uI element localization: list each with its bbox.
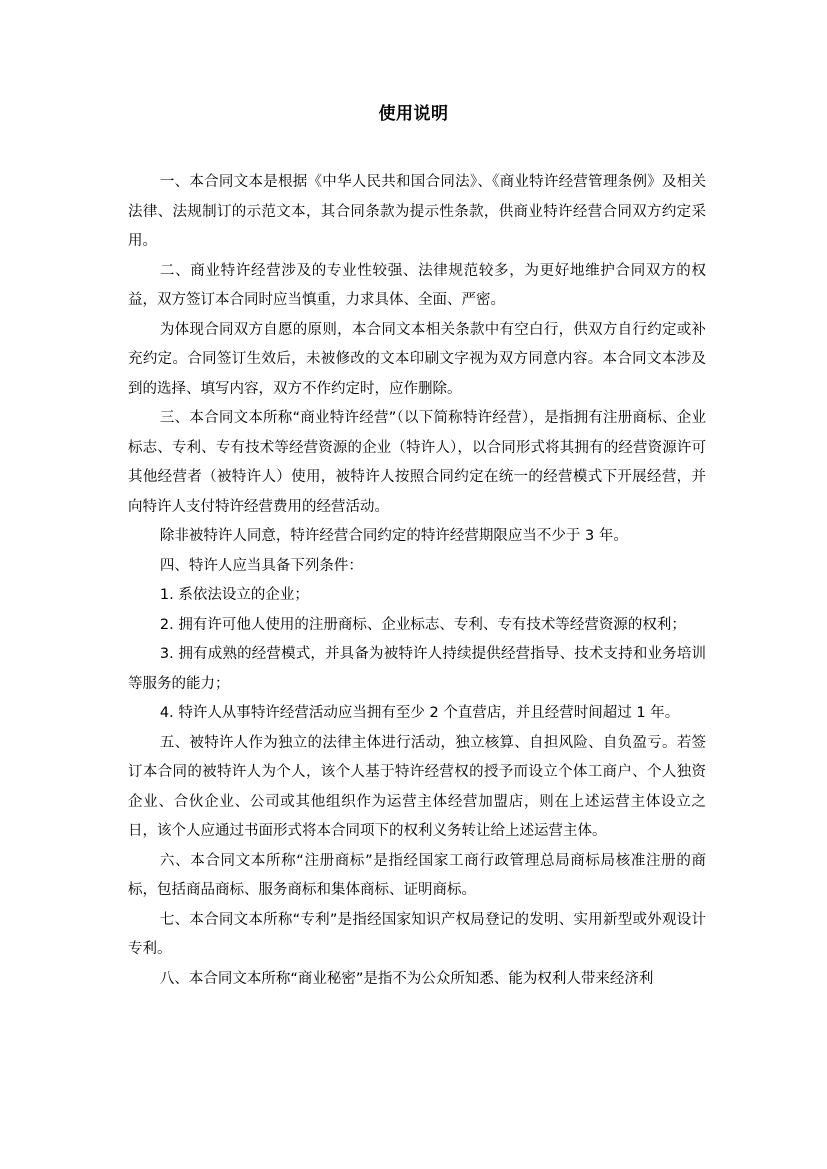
paragraph-2: 二、商业特许经营涉及的专业性较强、法律规范较多，为更好地维护合同双方的权益，双方签订本合同时应当慎重，力求具体、全面、严密。	[128, 262, 706, 308]
paragraph-5: 除非被特许人同意，特许经营合同约定的特许经营期限应当不少于 3 年。	[159, 528, 628, 544]
paragraph-4: 三、本合同文本所称“商业特许经营”（以下简称特许经营），是指拥有注册商标、企业标志、专利、专有技术等经营资源的企业（特许人），以合同形式将其拥有的经营资源许可其他经营者（被特许人）使用，被特许人按照合同约定在统一的经营模式下开展经营，并向特许人支付特许经营费用的经营活动。	[128, 410, 706, 515]
list-item-4: 4. 特许人从事特许经营活动应当拥有至少 2 个直营店，并且经营时间超过 1 年。	[159, 705, 680, 721]
list-item-3: 3. 拥有成熟的经营模式，并具备为被特许人持续提供经营指导、技术支持和业务培训等服务的能力；	[128, 646, 706, 692]
paragraph-8: 六、本合同文本所称“注册商标”是指经国家工商行政管理总局商标局核准注册的商标，包括商品商标、服务商标和集体商标、证明商标。	[128, 852, 706, 898]
paragraph-10: 八、本合同文本所称“商业秘密”是指不为公众所知悉、能为权利人带来经济利	[159, 970, 654, 987]
paragraph-9: 七、本合同文本所称“专利”是指经国家知识产权局登记的发明、实用新型或外观设计专利。	[128, 911, 706, 957]
page-title: 使用说明	[378, 104, 449, 124]
list-item-2: 2. 拥有许可他人使用的注册商标、企业标志、专利、专有技术等经营资源的权利；	[159, 616, 686, 633]
paragraph-6: 四、特许人应当具备下列条件：	[159, 557, 363, 574]
paragraph-7: 五、被特许人作为独立的法律主体进行活动，独立核算、自担风险、自负盈亏。若签订本合同的被特许人为个人，该个人基于特许经营权的授予而设立个体工商户、个人独资企业、合伙企业、公司或其他组织作为运营主体经营加盟店，则在上述运营主体设立之日，该个人应通过书面形式将本合同项下的权利义务转让给上述运营主体。	[128, 734, 706, 839]
paragraph-3: 为体现合同双方自愿的原则，本合同文本相关条款中有空白行，供双方自行约定或补充约定。合同签订生效后，未被修改的文本印刷文字视为双方同意内容。本合同文本涉及到的选择、填写内容，双方不作约定时，应作删除。	[128, 321, 706, 397]
paragraph-1: 一、本合同文本是根据《中华人民共和国合同法》、《商业特许经营管理条例》及相关法律、法规制订的示范文本，其合同条款为提示性条款，供商业特许经营合同双方约定采用。	[128, 174, 706, 249]
list-item-1: 1. 系依法设立的企业；	[159, 587, 309, 603]
document-body	[128, 168, 706, 994]
